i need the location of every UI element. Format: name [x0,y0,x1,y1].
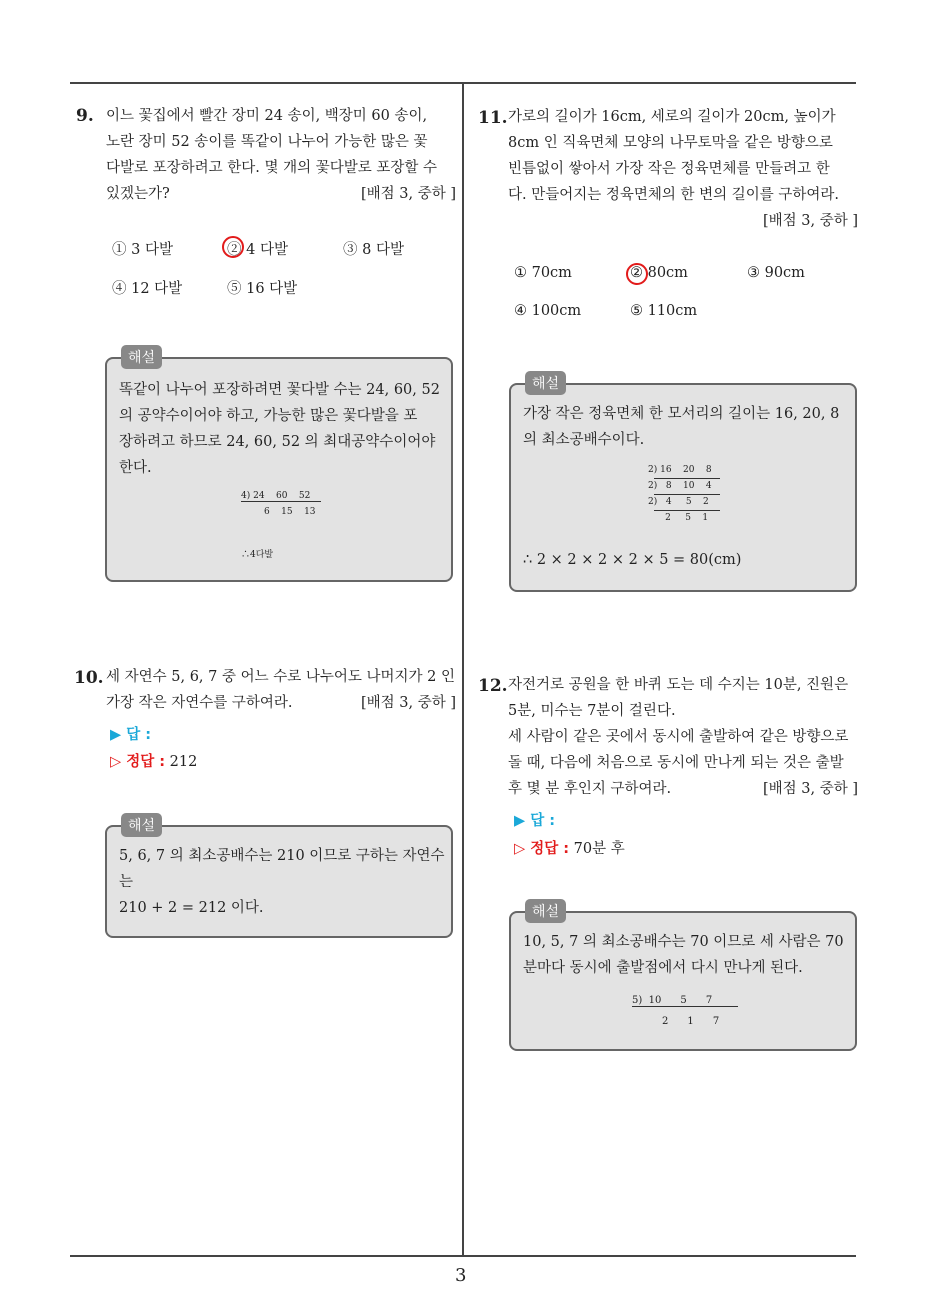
calc-divider [654,510,720,511]
option-1[interactable]: ① 3 다발 [112,242,173,258]
page-number: 3 [455,1265,467,1286]
calc-divider [654,478,720,479]
option-3[interactable]: ③ 8 다발 [343,242,404,258]
explanation-text: 가장 작은 정육면체 한 모서리의 길이는 16, 20, 8 의 최소공배수이다. [523,406,840,448]
question-number: 10. [74,668,104,688]
option-2[interactable]: ② 80cm [630,265,688,281]
calc-row: 2) 16 20 8 [648,465,712,475]
answer-label: ▶ 답 : [110,727,152,743]
calc-row-1: 4) 24 60 52 [241,491,321,502]
explanation-tag: 해설 [121,813,162,837]
option-5[interactable]: ⑤ 110cm [630,303,698,319]
calc-row: 2 5 1 [648,513,709,523]
score-label: [배점 3, 중하 ] [762,781,858,797]
calc-row: 2) 4 5 2 [648,497,709,507]
calc-row-2: 6 15 13 [264,507,316,517]
calc-row-2: 2 1 7 [662,1016,720,1027]
question-number: 11. [478,108,508,128]
score-label: [배점 3, 중하 ] [762,213,858,229]
explanation-tag: 해설 [525,371,566,395]
calc-row-1: 5) 10 5 7 [632,995,738,1007]
option-4[interactable]: ④ 100cm [514,303,582,319]
option-2[interactable]: ② 4 다발 [227,242,288,258]
option-3[interactable]: ③ 90cm [747,265,805,281]
question-line: 이느 꽃집에서 빨간 장미 24 송이, 백장미 60 송이, [106,108,428,124]
question-text: 세 자연수 5, 6, 7 중 어느 수로 나누어도 나머지가 2 인 가장 작은 자연수를 구하여라. [배점 3, 중하 ] [106,664,456,716]
explanation-box [105,825,453,938]
score-label: [배점 3, 중하 ] [360,695,456,711]
selected-answer-circle [626,263,648,285]
correct-answer: ▷ 정답 : 70분 후 [514,841,625,857]
conclusion: ∴4다발 [241,550,274,560]
option-1[interactable]: ① 70cm [514,265,572,281]
question-number: 12. [478,676,508,696]
explanation-box [509,911,857,1051]
calc-divider [654,494,720,495]
question-text [106,103,456,207]
explanation-text: 10, 5, 7 의 최소공배수는 70 이므로 세 사람은 70 분마다 동시에 출발점에서 다시 만나게 된다. [523,934,844,976]
answer-label: ▶ 답 : [514,813,556,829]
question-line: 다발로 포장하려고 한다. 몇 개의 꽃다발로 포장할 수 [106,160,438,176]
question-text: 자전거로 공원을 한 바퀴 도는 데 수지는 10분, 진원은 5분, 미수는 7분이 걸린다. 세 사람이 같은 곳에서 동시에 출발하여 같은 방향으로 돌 때, 다음에 처음으로 동시에 만나게 되는 것은 출발 후 몇 분 후인지 구하여라. [배점 3, 중하 ] [508,672,858,802]
explanation-box [105,357,453,582]
correct-answer: ▷ 정답 : 212 [110,754,198,770]
score-label: [배점 3, 중하 ] [360,186,456,202]
question-number: 9. [76,106,94,126]
question-line: 있겠는가? [배점 3, 중하 ] [106,181,456,207]
explanation-text: 똑같이 나누어 포장하려면 꽃다발 수는 24, 60, 52 의 공약수이어야 하고, 가능한 많은 꽃다발을 포 장하려고 하므로 24, 60, 52 의 최대공약수이어야 한다. [119,382,440,476]
selected-answer-circle [222,236,244,258]
column-divider [462,82,464,1256]
explanation-tag: 해설 [121,345,162,369]
explanation-box [509,383,857,592]
conclusion: ∴ 2 × 2 × 2 × 2 × 5 = 80(cm) [523,552,742,568]
option-4[interactable]: ④ 12 다발 [112,281,183,297]
explanation-tag: 해설 [525,899,566,923]
option-5[interactable]: ⑤ 16 다발 [227,281,298,297]
explanation-text: 5, 6, 7 의 최소공배수는 210 이므로 구하는 자연수 는 210 + 2 = 212 이다. [119,848,445,916]
calc-row: 2) 8 10 4 [648,481,712,491]
question-text: 가로의 길이가 16cm, 세로의 길이가 20cm, 높이가 8cm 인 직육면체 모양의 나무토막을 같은 방향으로 빈틈없이 쌓아서 가장 작은 정육면체를 만들려고 한 다. 만들어지는 정육면체의 한 변의 길이를 구하여라. [배점 3, 중하 ] [508,104,858,234]
question-line: 노란 장미 52 송이를 똑같이 나누어 가능한 많은 꽃 [106,134,428,150]
